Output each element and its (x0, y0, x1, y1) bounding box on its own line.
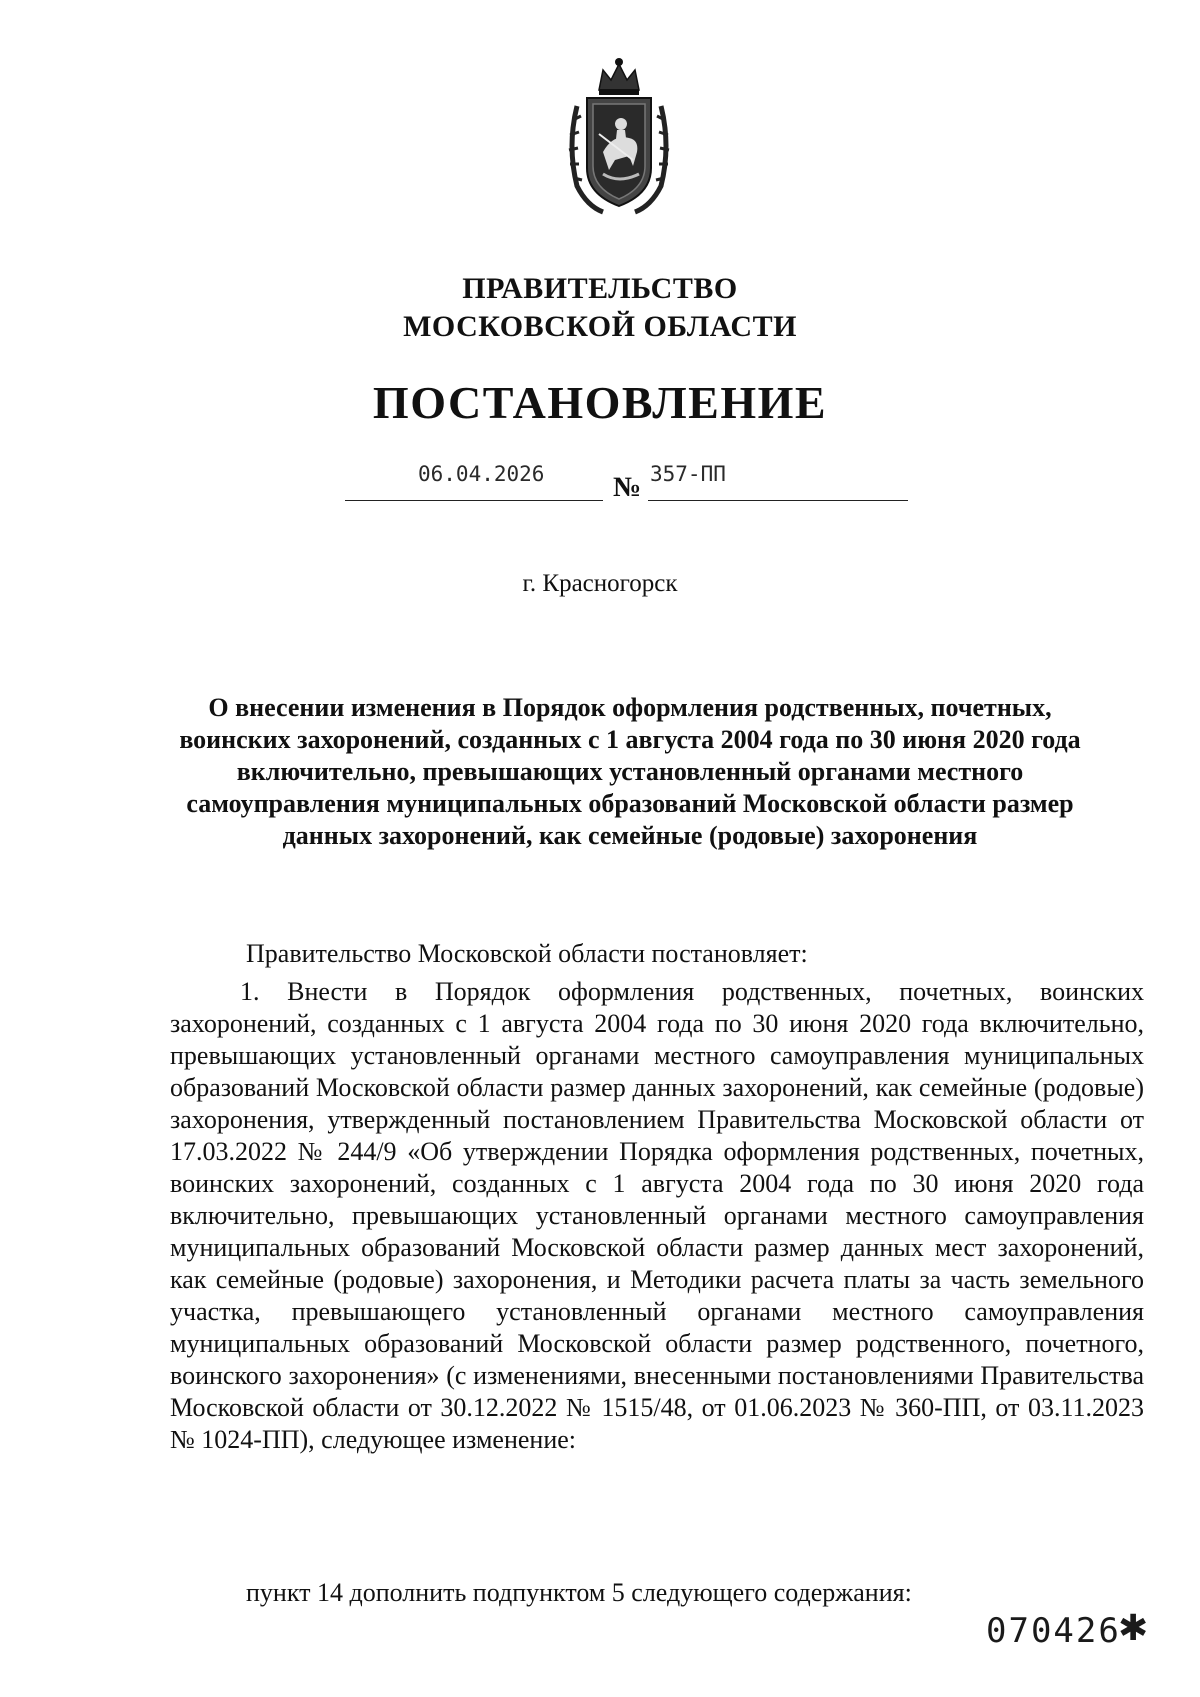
organization-name-line1: ПРАВИТЕЛЬСТВО (462, 272, 738, 305)
number-sign: № (613, 472, 642, 503)
document-subject-title: О внесении изменения в Порядок оформления родственных, почетных, воинских захоронений, созданных с 1 августа 2004 года по 30 июня 2020 года включительно, превышающих установленный органами местного самоуправления муниципальных образований Московской области размер данных захоронений, как семейные (родовые) захоронения (179, 693, 1081, 850)
organization-name-line2: МОСКОВСКОЙ ОБЛАСТИ (403, 310, 797, 343)
document-code: 070426 (986, 1611, 1121, 1651)
number-underline (648, 500, 908, 501)
place-of-issue: г. Красногорск (522, 570, 678, 597)
paragraph-item-1: 1. Внести в Порядок оформления родственных, почетных, воинских захоронений, созданных с 1 августа 2004 года по 30 июня 2020 года включительно, превышающих установленный органами местного самоуправления муниципальных образований Московской области размер данных захоронений, как семейные (родовые) захоронения, утвержденный постановлением Правительства Московской области от 17.03.2022 № 244/9 «Об утверждении Порядка оформления родственных, почетных, воинских захоронений, созданных с 1 августа 2004 года по 30 июня 2020 года включительно, превышающих установленный органами местного самоуправления муниципальных образований Московской области размер данных мест захоронений, как семейные (родовые) захоронения, и Методики расчета платы за часть земельного участка, превышающего установленный органами местного самоуправления муниципальных образований Московской области размер родственного, почетного, воинского захоронения» (с изменениями, внесенными постановлениями Правительства Московской области от 30.12.2022 № 1515/48, от 01.06.2023 № 360-ПП, от 03.11.2023 № 1024-ПП), следующее изменение: (170, 977, 1144, 1454)
coat-of-arms-icon (563, 56, 675, 216)
preamble-text: Правительство Московской области постановляет: (246, 939, 808, 968)
date-underline (345, 500, 603, 501)
document-date: 06.04.2026 (418, 462, 545, 486)
paragraph-sub-item: пункт 14 дополнить подпунктом 5 следующего содержания: (246, 1578, 912, 1607)
asterisk-mark-icon: ✱ (1118, 1608, 1149, 1649)
document-number: 357-ПП (650, 462, 726, 486)
document-type-title: ПОСТАНОВЛЕНИЕ (372, 377, 828, 428)
